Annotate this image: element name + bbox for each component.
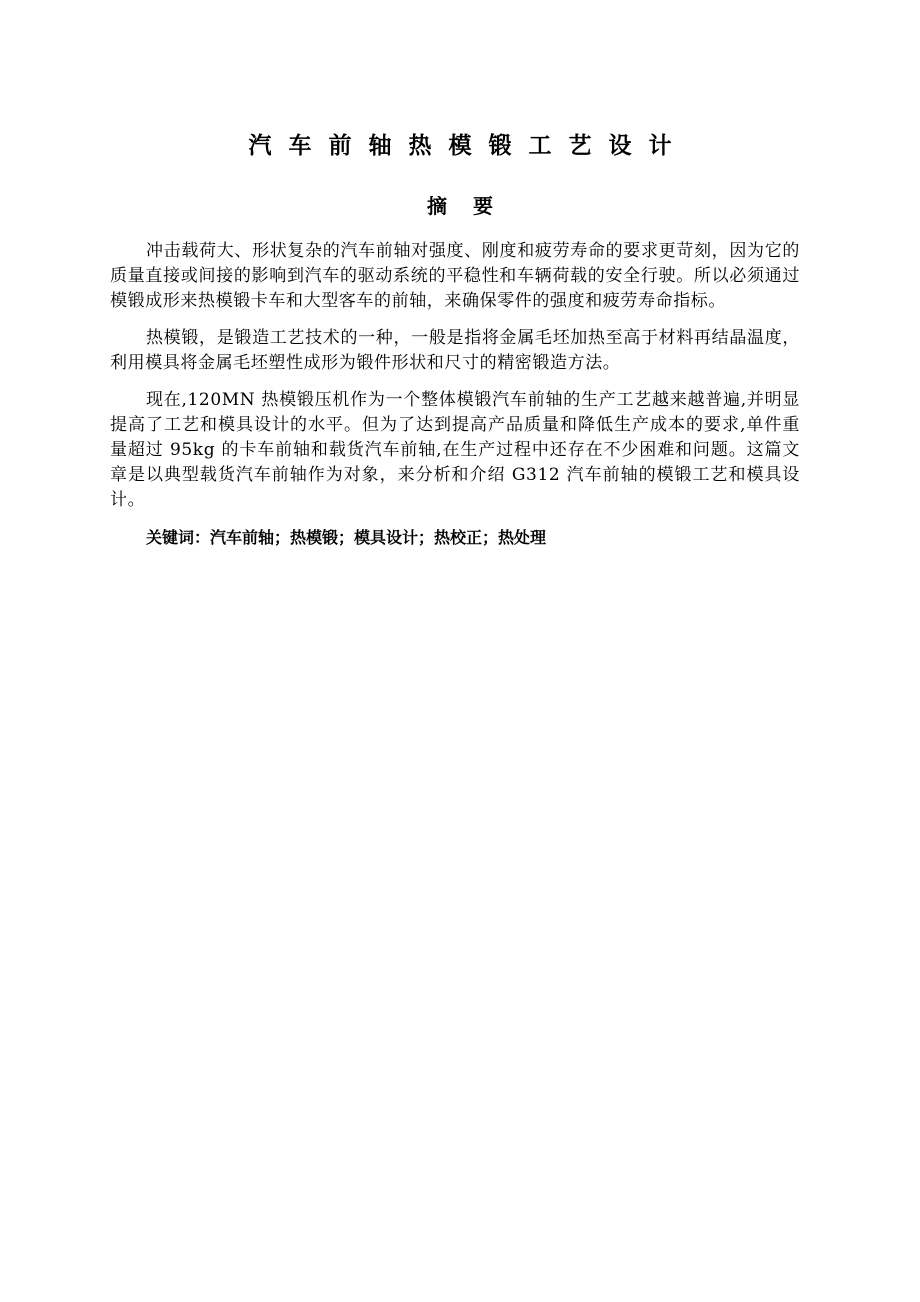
abstract-paragraph-1: 冲击载荷大、形状复杂的汽车前轴对强度、刚度和疲劳寿命的要求更苛刻，因为它的质量直接或间接的影响到汽车的驱动系统的平稳性和车辆荷载的安全行驶。所以必须通过模锻成形来热模锻卡车和大型客车的前轴，来确保零件的强度和疲劳寿命指标。 [110, 241, 800, 311]
abstract-paragraph-3: 现在,120MN 热模锻压机作为一个整体模锻汽车前轴的生产工艺越来越普遍,并明显提高了工艺和模具设计的水平。但为了达到提高产品质量和降低生产成本的要求,单件重量超过 95kg 的卡车前轴和载货汽车前轴,在生产过程中还存在不少困难和问题。这篇文章是以典型载货汽车前轴作为对象，来分析和介绍 G312 汽车前轴的模锻工艺和模具设计。 [110, 390, 800, 510]
keywords-line [110, 525, 800, 550]
abstract-paragraph-2: 热模锻，是锻造工艺技术的一种，一般是指将金属毛坯加热至高于材料再结晶温度，利用模具将金属毛坯塑性成形为锻件形状和尺寸的精密锻造方法。 [110, 328, 800, 373]
keywords-list: 汽车前轴；热模锻；模具设计；热校正；热处理 [210, 528, 547, 547]
abstract-heading: 摘要 [427, 194, 519, 218]
keywords-label: 关键词： [146, 528, 211, 547]
document-title: 汽车前轴热模锻工艺设计 [248, 133, 689, 159]
abstract-body [110, 239, 800, 550]
